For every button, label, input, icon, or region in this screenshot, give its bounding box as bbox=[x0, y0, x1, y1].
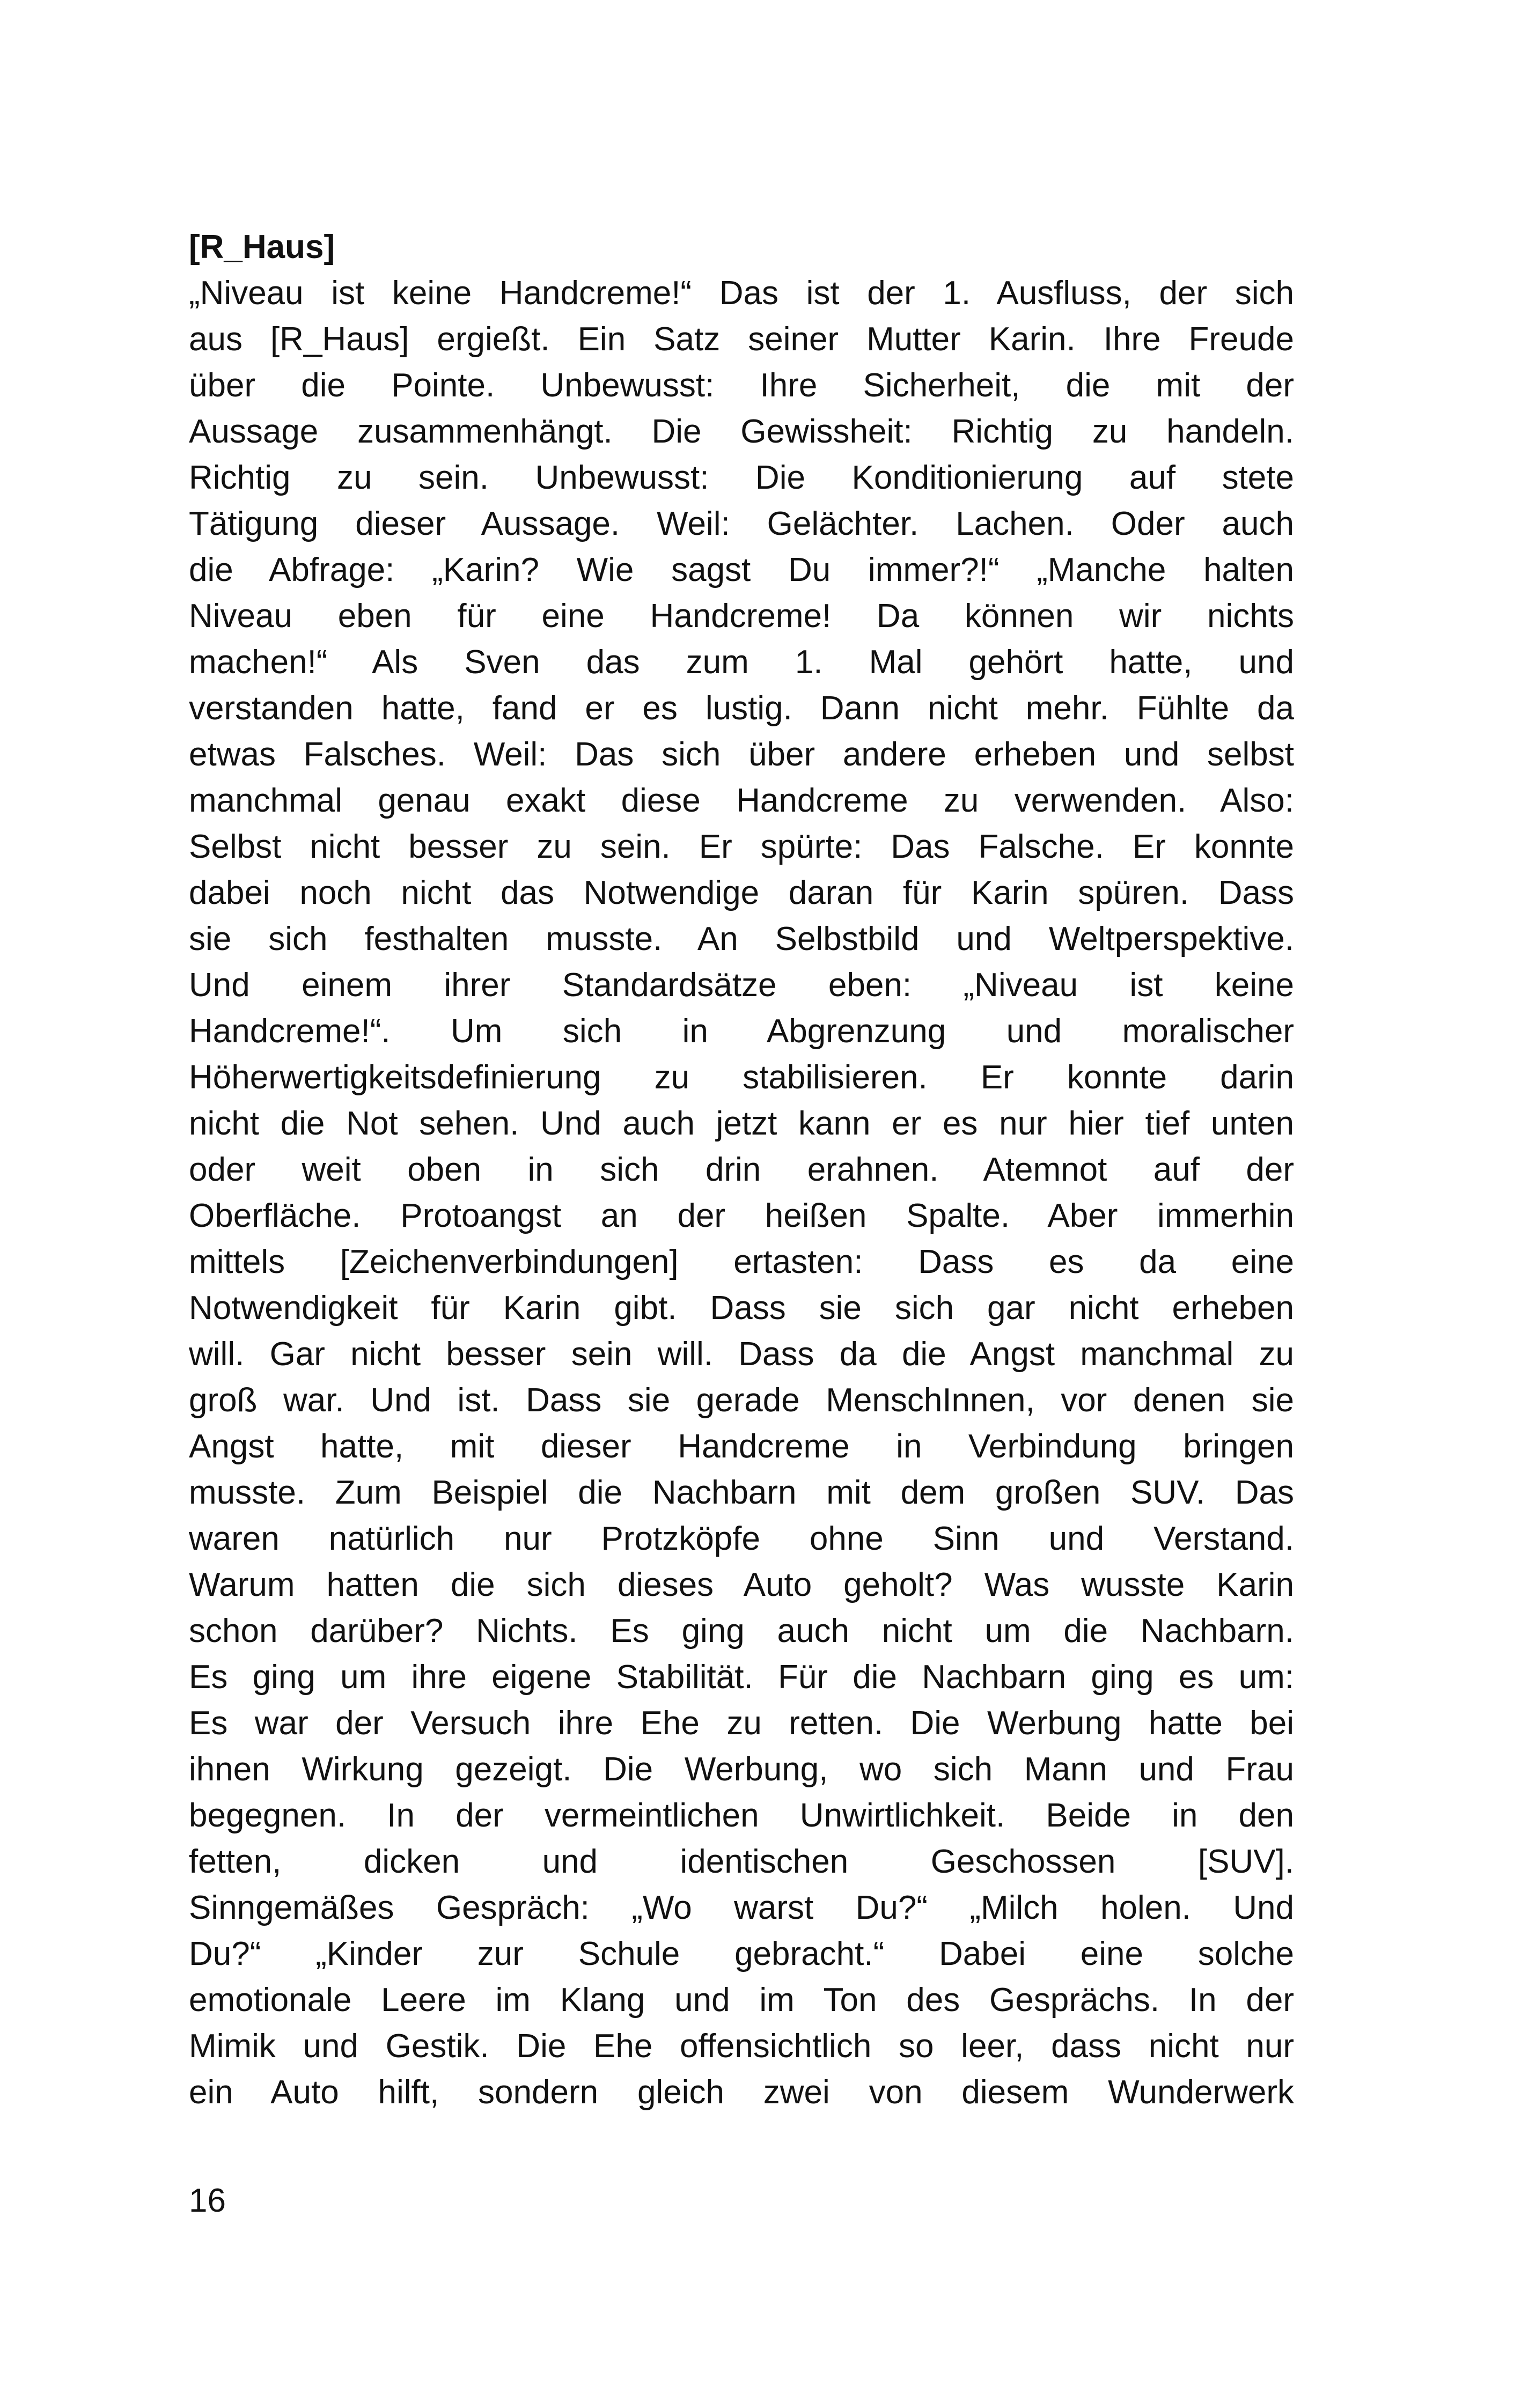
text-line: manchmal genau exakt diese Handcreme zu verwenden. Also: bbox=[189, 782, 1294, 819]
text-line: groß war. Und ist. Dass sie gerade MenschInnen, vor denen sie bbox=[189, 1382, 1294, 1419]
text-line: Selbst nicht besser zu sein. Er spürte: Das Falsche. Er konnte bbox=[189, 828, 1294, 865]
text-line: oder weit oben in sich drin erahnen. Atemnot auf der bbox=[189, 1151, 1294, 1188]
text-line: Aussage zusammenhängt. Die Gewissheit: Richtig zu handeln. bbox=[189, 413, 1294, 450]
text-line: aus [R_Haus] ergießt. Ein Satz seiner Mutter Karin. Ihre Freude bbox=[189, 321, 1294, 358]
text-line: Notwendigkeit für Karin gibt. Dass sie sich gar nicht erheben bbox=[189, 1290, 1294, 1327]
body-text-block bbox=[189, 224, 1294, 2116]
text-line: Richtig zu sein. Unbewusst: Die Konditionierung auf stete bbox=[189, 459, 1294, 496]
text-line: Oberfläche. Protoangst an der heißen Spalte. Aber immerhin bbox=[189, 1197, 1294, 1234]
text-line: Angst hatte, mit dieser Handcreme in Verbindung bringen bbox=[189, 1428, 1294, 1465]
text-line: begegnen. In der vermeintlichen Unwirtlichkeit. Beide in den bbox=[189, 1797, 1294, 1834]
text-line: fetten, dicken und identischen Geschossen [SUV]. bbox=[189, 1843, 1294, 1880]
text-line: machen!“ Als Sven das zum 1. Mal gehört hatte, und bbox=[189, 644, 1294, 681]
text-line: will. Gar nicht besser sein will. Dass da die Angst manchmal zu bbox=[189, 1336, 1294, 1373]
text-line: mittels [Zeichenverbindungen] ertasten: Dass es da eine bbox=[189, 1243, 1294, 1280]
text-line: schon darüber? Nichts. Es ging auch nicht um die Nachbarn. bbox=[189, 1612, 1294, 1649]
text-line: ihnen Wirkung gezeigt. Die Werbung, wo sich Mann und Frau bbox=[189, 1751, 1294, 1788]
text-line: emotionale Leere im Klang und im Ton des Gesprächs. In der bbox=[189, 1982, 1294, 2019]
text-line: Sinngemäßes Gespräch: „Wo warst Du?“ „Milch holen. Und bbox=[189, 1889, 1294, 1926]
paragraph bbox=[189, 270, 1294, 2116]
text-line: Mimik und Gestik. Die Ehe offensichtlich so leer, dass nicht nur bbox=[189, 2028, 1294, 2065]
text-line: Es ging um ihre eigene Stabilität. Für die Nachbarn ging es um: bbox=[189, 1659, 1294, 1696]
text-line: musste. Zum Beispiel die Nachbarn mit dem großen SUV. Das bbox=[189, 1474, 1294, 1511]
text-line: sie sich festhalten musste. An Selbstbild und Weltperspektive. bbox=[189, 921, 1294, 958]
text-line: „Niveau ist keine Handcreme!“ Das ist der 1. Ausfluss, der sich bbox=[189, 275, 1294, 312]
text-line: Es war der Versuch ihre Ehe zu retten. Die Werbung hatte bei bbox=[189, 1705, 1294, 1742]
text-line: Niveau eben für eine Handcreme! Da können wir nichts bbox=[189, 598, 1294, 635]
text-line: über die Pointe. Unbewusst: Ihre Sicherheit, die mit der bbox=[189, 367, 1294, 404]
text-line: Du?“ „Kinder zur Schule gebracht.“ Dabei eine solche bbox=[189, 1935, 1294, 1972]
page-number: 16 bbox=[189, 2182, 226, 2219]
text-line: verstanden hatte, fand er es lustig. Dann nicht mehr. Fühlte da bbox=[189, 690, 1294, 727]
text-line: Und einem ihrer Standardsätze eben: „Niveau ist keine bbox=[189, 967, 1294, 1004]
text-line: die Abfrage: „Karin? Wie sagst Du immer?!“ „Manche halten bbox=[189, 551, 1294, 588]
text-line: Warum hatten die sich dieses Auto geholt? Was wusste Karin bbox=[189, 1566, 1294, 1603]
text-line: ein Auto hilft, sondern gleich zwei von diesem Wunderwerk bbox=[189, 2074, 1294, 2111]
text-line: nicht die Not sehen. Und auch jetzt kann er es nur hier tief unten bbox=[189, 1105, 1294, 1142]
text-line: Handcreme!“. Um sich in Abgrenzung und moralischer bbox=[189, 1013, 1294, 1050]
text-line: Höherwertigkeitsdefinierung zu stabilisieren. Er konnte darin bbox=[189, 1059, 1294, 1096]
text-line: Tätigung dieser Aussage. Weil: Gelächter. Lachen. Oder auch bbox=[189, 505, 1294, 542]
section-heading: [R_Haus] bbox=[189, 229, 335, 266]
text-line: etwas Falsches. Weil: Das sich über andere erheben und selbst bbox=[189, 736, 1294, 773]
text-line: dabei noch nicht das Notwendige daran für Karin spüren. Dass bbox=[189, 874, 1294, 911]
text-line: waren natürlich nur Protzköpfe ohne Sinn und Verstand. bbox=[189, 1520, 1294, 1557]
